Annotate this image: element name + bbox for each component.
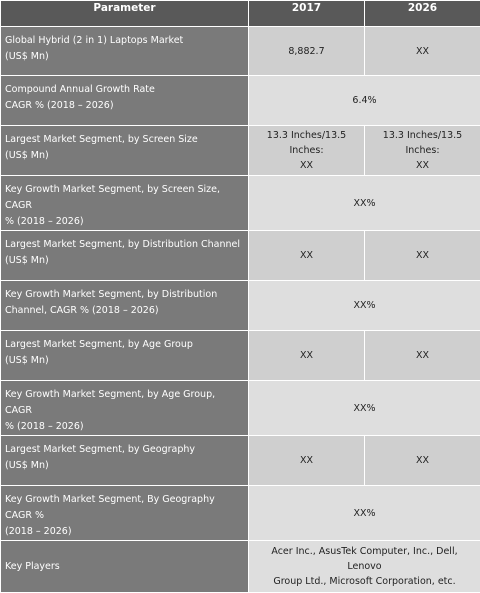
parameter-line: % (2018 – 2026)	[5, 419, 244, 435]
value-2026: XX	[365, 436, 480, 486]
table-row	[1, 541, 480, 593]
value-line: Inches:	[253, 143, 360, 158]
parameter-line: Key Growth Market Segment, by Screen Size, CAGR	[5, 182, 244, 214]
parameter-line: (US$ Mn)	[5, 353, 244, 369]
parameter-line: (2018 – 2026)	[5, 524, 244, 540]
value-2017: XX	[249, 436, 365, 486]
value-line: Acer Inc., AsusTek Computer, Inc., Dell, Lenovo	[253, 544, 476, 574]
parameter-cell	[1, 486, 249, 541]
parameter-line: (US$ Mn)	[5, 458, 244, 474]
parameter-line: CAGR % (2018 – 2026)	[5, 98, 244, 114]
header-row	[1, 1, 480, 27]
parameter-cell	[1, 231, 249, 281]
table-row	[1, 231, 480, 281]
value-merged: XX%	[249, 486, 480, 541]
parameter-line: Largest Market Segment, by Age Group	[5, 337, 244, 353]
parameter-cell	[1, 126, 249, 176]
parameter-cell	[1, 176, 249, 231]
parameter-line: (US$ Mn)	[5, 253, 244, 269]
table-row	[1, 176, 480, 231]
value-2017: XX	[249, 331, 365, 381]
parameter-line: Key Players	[5, 559, 244, 575]
parameter-line: Largest Market Segment, by Screen Size	[5, 132, 244, 148]
table-row	[1, 436, 480, 486]
value-line: Group Ltd., Microsoft Corporation, etc.	[253, 574, 476, 589]
table-row	[1, 486, 480, 541]
table-row	[1, 27, 480, 76]
value-2026: XX	[365, 231, 480, 281]
value-2017: 8,882.7	[249, 27, 365, 76]
parameter-cell	[1, 541, 249, 593]
parameter-line: Compound Annual Growth Rate	[5, 82, 244, 98]
parameter-line: (US$ Mn)	[5, 49, 244, 65]
header-2026: 2026	[365, 1, 480, 27]
header-2017: 2017	[249, 1, 365, 27]
table-row	[1, 126, 480, 176]
value-2026: XX	[365, 27, 480, 76]
parameter-line: Key Growth Market Segment, by Distribution	[5, 287, 244, 303]
parameter-line: Global Hybrid (2 in 1) Laptops Market	[5, 33, 244, 49]
value-merged: XX%	[249, 281, 480, 331]
table-row	[1, 331, 480, 381]
parameter-cell	[1, 76, 249, 126]
table-row	[1, 76, 480, 126]
value-merged: 6.4%	[249, 76, 480, 126]
value-line: XX	[369, 158, 476, 173]
value-line: Inches:	[369, 143, 476, 158]
value-merged: XX%	[249, 176, 480, 231]
table-row	[1, 381, 480, 436]
value-2017: XX	[249, 231, 365, 281]
value-2026	[365, 126, 480, 176]
parameter-line: (US$ Mn)	[5, 148, 244, 164]
value-2026: XX	[365, 331, 480, 381]
value-merged	[249, 541, 480, 593]
parameter-cell	[1, 381, 249, 436]
value-line: 13.3 Inches/13.5	[369, 128, 476, 143]
parameter-cell	[1, 281, 249, 331]
value-merged: XX%	[249, 381, 480, 436]
parameter-line: Channel, CAGR % (2018 – 2026)	[5, 303, 244, 319]
parameter-line: Largest Market Segment, by Geography	[5, 442, 244, 458]
parameter-line: Largest Market Segment, by Distribution Channel	[5, 237, 244, 253]
value-2017	[249, 126, 365, 176]
value-line: XX	[253, 158, 360, 173]
header-parameter: Parameter	[1, 1, 249, 27]
parameter-line: Key Growth Market Segment, By Geography CAGR %	[5, 492, 244, 524]
parameter-cell	[1, 27, 249, 76]
value-line: 13.3 Inches/13.5	[253, 128, 360, 143]
parameter-cell	[1, 331, 249, 381]
parameter-line: % (2018 – 2026)	[5, 214, 244, 230]
table-row	[1, 281, 480, 331]
parameter-line: Key Growth Market Segment, by Age Group, CAGR	[5, 387, 244, 419]
parameter-cell	[1, 436, 249, 486]
